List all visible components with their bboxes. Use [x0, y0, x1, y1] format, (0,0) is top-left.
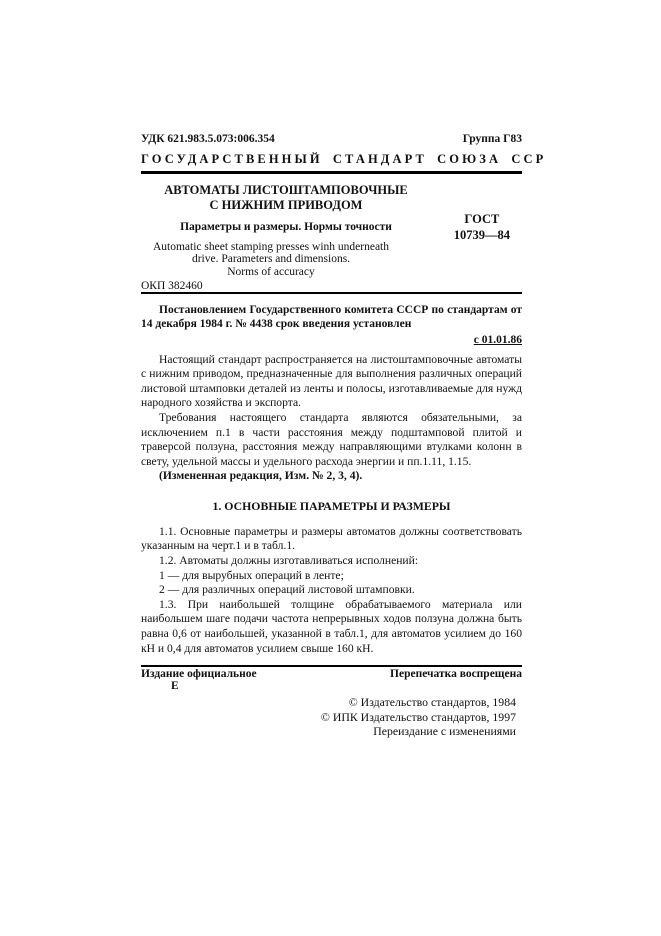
gost-number: 10739—84: [453, 228, 510, 243]
edition-mark: Е: [171, 680, 179, 693]
copyright-line-2: © ИПК Издательство стандартов, 1997: [320, 709, 516, 724]
document-body: [141, 353, 522, 657]
document-title: [141, 183, 431, 212]
clause-1-1: 1.1. Основные параметры и размеры автоматов должны соответствовать указанным на черт.1 и в табл.1.: [141, 524, 522, 553]
english-line-2: drive. Parameters and dimensions.: [191, 253, 351, 266]
clause-1-2: 1.2. Автоматы должны изготавливаться исполнений:: [159, 554, 419, 568]
title-line-1: АВТОМАТЫ ЛИСТОШТАМПОВОЧНЫЕ: [164, 183, 408, 197]
enactment-text: Постановлением Государственного комитета СССР по стандартам от 14 декабря 1984 г. № 4438 срок введения установлен: [141, 303, 522, 331]
english-title: [141, 241, 401, 278]
section-1-heading: 1. ОСНОВНЫЕ ПАРАМЕТРЫ И РАЗМЕРЫ: [212, 498, 451, 513]
intro-paragraph-1: Настоящий стандарт распространяется на листоштамповочные автоматы с нижним приводом, предназначенные для выполнения различных операций листовой штамповки деталей из ленты и полосы, изготавливаемые для нужд народного хозяйства и экспорта.: [141, 352, 522, 410]
classification-row: [141, 133, 522, 145]
clause-1-3: 1.3. При наибольшей толщине обрабатываемого материала или наибольшем шаге подачи частота непрерывных ходов ползуна должна быть равна 0,6 от наибольшей, указанной в табл.1, для автоматов усилием до 160 кН и 0,4 для автоматов усилием свыше 160 кН.: [141, 597, 522, 655]
amended-note: (Измененная редакция, Изм. № 2, 3, 4).: [159, 469, 363, 483]
gost-label: ГОСТ: [464, 212, 500, 226]
section-divider: [141, 292, 522, 294]
gost-designation: [454, 211, 510, 244]
okp-code: ОКП 382460: [141, 279, 203, 292]
effective-date-value: с 01.01.86: [473, 333, 522, 346]
footer-row: [141, 668, 522, 680]
document-subtitle: Параметры и размеры. Нормы точности: [180, 221, 392, 233]
group-code: Группа Г83: [462, 133, 522, 145]
title-block: [141, 183, 522, 292]
reprint-forbidden-label: Перепечатка воспрещена: [390, 668, 522, 681]
english-line-1: Automatic sheet stamping presses winh underneath: [152, 241, 389, 253]
footer-divider: [141, 665, 522, 667]
standard-type-heading: ГОСУДАРСТВЕННЫЙ СТАНДАРТ СОЮЗА ССР: [141, 152, 547, 166]
document-page: [141, 133, 547, 738]
enactment-block: [141, 303, 522, 346]
english-line-3: Norms of accuracy: [227, 265, 315, 278]
official-edition-label: Издание официальное: [141, 668, 257, 681]
udk-code: УДК 621.983.5.073:006.354: [141, 133, 275, 145]
copyright-block: [141, 695, 522, 738]
title-line-2: С НИЖНИМ ПРИВОДОМ: [209, 197, 363, 212]
effective-date: [141, 334, 522, 346]
intro-paragraph-2: Требования настоящего стандарта являются обязательными, за исключением п.1 в части расстояния между подштамповой плитой и траверсой ползуна, расстояния между направляющими втулками колонн в свету, удельной массы и удельного расхода энергии и пп.1.11, 1.15.: [141, 411, 522, 468]
copyright-line-3: Переиздание с изменениями: [373, 723, 516, 738]
clause-1-2-option-2: 2 — для различных операций листовой штамповки.: [159, 583, 415, 597]
header-divider: [141, 171, 522, 174]
copyright-line-1: © Издательство стандартов, 1984: [348, 695, 516, 710]
clause-1-2-option-1: 1 — для вырубных операций в ленте;: [159, 568, 344, 582]
